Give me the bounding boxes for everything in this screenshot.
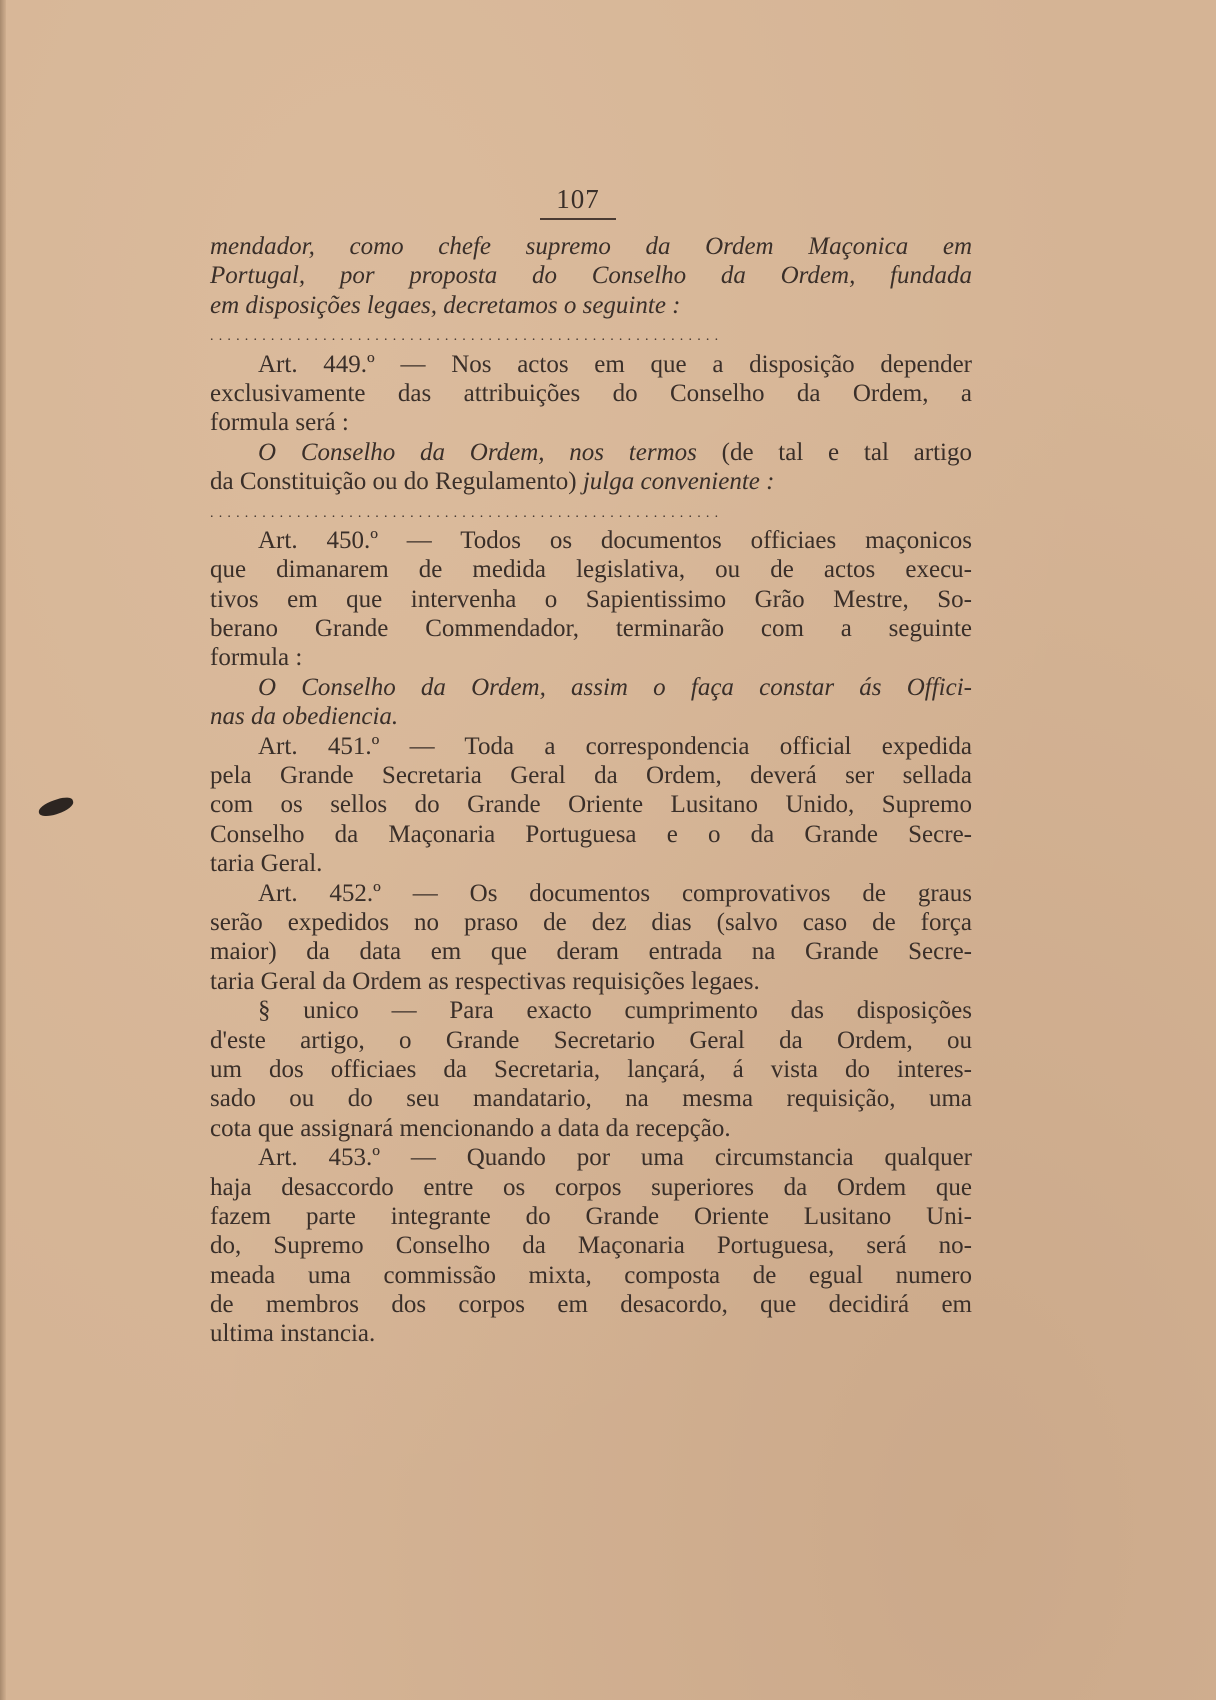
text-line: Conselho da Maçonaria Portuguesa e o da Grande Secre- (210, 820, 972, 848)
text-line: cota que assignará mencionando a data da recepção. (210, 1114, 731, 1142)
text-line: com os sellos do Grande Oriente Lusitano Unido, Supremo (210, 791, 972, 819)
text-line: fazem parte integrante do Grande Oriente Lusitano Uni- (210, 1202, 972, 1230)
text-line: § unico — Para exacto cumprimento das disposições (258, 997, 972, 1025)
text-line: exclusivamente das attribuições do Conselho da Ordem, a (210, 379, 972, 407)
text-line (210, 467, 972, 496)
text-line: meada uma commissão mixta, composta de egual numero (210, 1261, 972, 1289)
italic-segment: julga conveniente : (582, 468, 775, 496)
text-line: haja desaccordo entre os corpos superiores da Ordem que (210, 1173, 972, 1201)
text-line: nas da obediencia. (210, 703, 399, 731)
page-edge (0, 0, 6, 1700)
text-line: taria Geral da Ordem as respectivas requisições legaes. (210, 967, 760, 995)
text-line: Art. 453.º — Quando por uma circumstancia qualquer (258, 1144, 972, 1172)
text-line: que dimanarem de medida legislativa, ou de actos execu- (210, 556, 972, 584)
text-line: do, Supremo Conselho da Maçonaria Portuguesa, será no- (210, 1232, 972, 1260)
text-line: Art. 451.º — Toda a correspondencia official expedida (258, 732, 972, 760)
text-line: formula será : (210, 409, 349, 437)
text-line (210, 438, 972, 467)
text-segment: da Constituição ou do Regulamento) (210, 468, 583, 496)
text-line: berano Grande Commendador, terminarão com a seguinte (210, 615, 972, 643)
text-line: ultima instancia. (210, 1320, 376, 1348)
text-line: serão expedidos no praso de dez dias (salvo caso de força (210, 908, 972, 936)
text-line: de membros dos corpos em desacordo, que decidirá em (210, 1291, 972, 1319)
ellipsis-separator: ........................................................... (210, 505, 724, 521)
text-line: Art. 449.º — Nos actos em que a disposição depender (258, 350, 972, 378)
text-line: O Conselho da Ordem, assim o faça constar ás Offici- (258, 673, 972, 701)
text-segment: (de tal e tal artigo (696, 438, 972, 466)
ink-blot (37, 795, 76, 819)
text-line: d'este artigo, o Grande Secretario Geral da Ordem, ou (210, 1026, 972, 1054)
text-line: formula : (210, 644, 303, 672)
page-number: 107 (540, 184, 616, 220)
text-line: Art. 450.º — Todos os documentos officiaes maçonicos (258, 526, 972, 554)
text-line: um dos officiaes da Secretaria, lançará, á vista do interes- (210, 1055, 972, 1083)
text-line: Art. 452.º — Os documentos comprovativos de graus (258, 879, 972, 907)
text-line: pela Grande Secretaria Geral da Ordem, deverá ser sellada (210, 762, 972, 790)
body-text (210, 232, 972, 1349)
text-line: tivos em que intervenha o Sapientissimo Grão Mestre, So- (210, 585, 972, 613)
ellipsis-separator: ........................................................... (210, 329, 724, 345)
text-line: sado ou do seu mandatario, na mesma requisição, uma (210, 1085, 972, 1113)
text-line: mendador, como chefe supremo da Ordem Maçonica em (210, 233, 972, 260)
text-line: Portugal, por proposta do Conselho da Ordem, fundada (210, 262, 972, 290)
text-line: maior) da data em que deram entrada na Grande Secre- (210, 938, 972, 966)
text-line: em disposições legaes, decretamos o seguinte : (210, 291, 681, 319)
text-line: taria Geral. (210, 850, 323, 878)
italic-segment: O Conselho da Ordem, nos termos (258, 438, 697, 466)
